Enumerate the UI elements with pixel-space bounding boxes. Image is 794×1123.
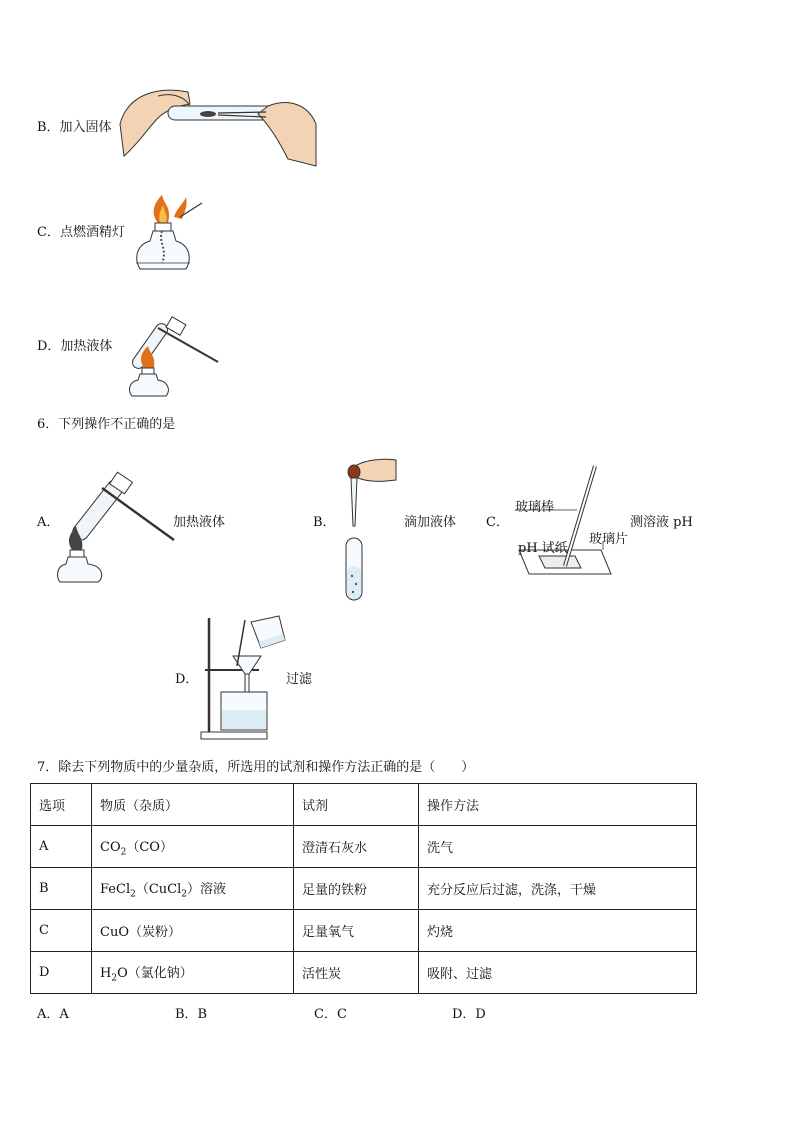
table-row [31, 826, 697, 868]
ph-test-illustration [515, 462, 611, 584]
glass-slide-label: 玻璃片 [589, 532, 629, 547]
row-method: 洗气 [419, 826, 697, 868]
header-substance: 物质（杂质） [92, 784, 294, 826]
adding-solid-illustration [118, 84, 316, 174]
q6-option-b-caption: 滴加液体 [404, 515, 457, 530]
row-substance: CuO（炭粉） [92, 910, 294, 952]
row-option: D [31, 952, 92, 994]
q6-stem: 6．下列操作不正确的是 [37, 417, 176, 432]
row-reagent: 澄清石灰水 [294, 826, 419, 868]
q6-option-d-letter: D． [175, 672, 199, 687]
q6-option-a-caption: 加热液体 [173, 515, 226, 530]
q6-option-b-letter: B． [313, 515, 336, 530]
heating-liquid-illustration [58, 468, 176, 583]
row-method: 灼烧 [419, 910, 697, 952]
header-reagent: 试剂 [294, 784, 419, 826]
answer-option-a[interactable]: A．A [37, 1007, 69, 1022]
table-row [31, 952, 697, 994]
q6-option-a-letter: A． [37, 515, 60, 530]
row-option: A [31, 826, 92, 868]
table-row [31, 868, 697, 910]
row-option: B [31, 868, 92, 910]
dropping-liquid-illustration [336, 456, 398, 602]
q5-option-b-label: B．加入固体 [37, 120, 112, 135]
header-method: 操作方法 [419, 784, 697, 826]
q5-option-d-label: D．加热液体 [37, 339, 113, 354]
row-substance: $CO_2(CO)$ [92, 826, 294, 868]
row-method: 充分反应后过滤，洗涤，干燥 [419, 868, 697, 910]
row-option: C [31, 910, 92, 952]
row-method: 吸附、过滤 [419, 952, 697, 994]
q6-option-c-caption: 测溶液 pH [630, 515, 693, 530]
row-substance: FeCl$_2$（CuCl$_2$）溶液 [92, 868, 294, 910]
ph-paper-label: pH 试纸 [518, 541, 568, 556]
row-reagent: 活性炭 [294, 952, 419, 994]
answer-option-b[interactable]: B．B [175, 1007, 208, 1022]
row-substance: $H_2O$（氯化钠） [92, 952, 294, 994]
q6-option-d-caption: 过滤 [286, 672, 313, 687]
heating-liquid-small-illustration [128, 306, 223, 396]
q6-option-c-letter: C． [486, 515, 509, 530]
table-header-row [31, 784, 697, 826]
q7-table [30, 783, 697, 994]
row-reagent: 足量氧气 [294, 910, 419, 952]
q5-option-c-label: C．点燃酒精灯 [37, 225, 125, 240]
table-row [31, 910, 697, 952]
glass-rod-label: 玻璃棒 [515, 500, 555, 515]
lighting-alcohol-lamp-illustration [128, 193, 208, 278]
header-option: 选项 [31, 784, 92, 826]
q7-stem: 7．除去下列物质中的少量杂质，所选用的试剂和操作方法正确的是（ ） [37, 760, 475, 775]
answer-option-d[interactable]: D．D [452, 1007, 486, 1022]
row-reagent: 足量的铁粉 [294, 868, 419, 910]
filtration-illustration [199, 614, 289, 740]
answer-option-c[interactable]: C．C [314, 1007, 347, 1022]
